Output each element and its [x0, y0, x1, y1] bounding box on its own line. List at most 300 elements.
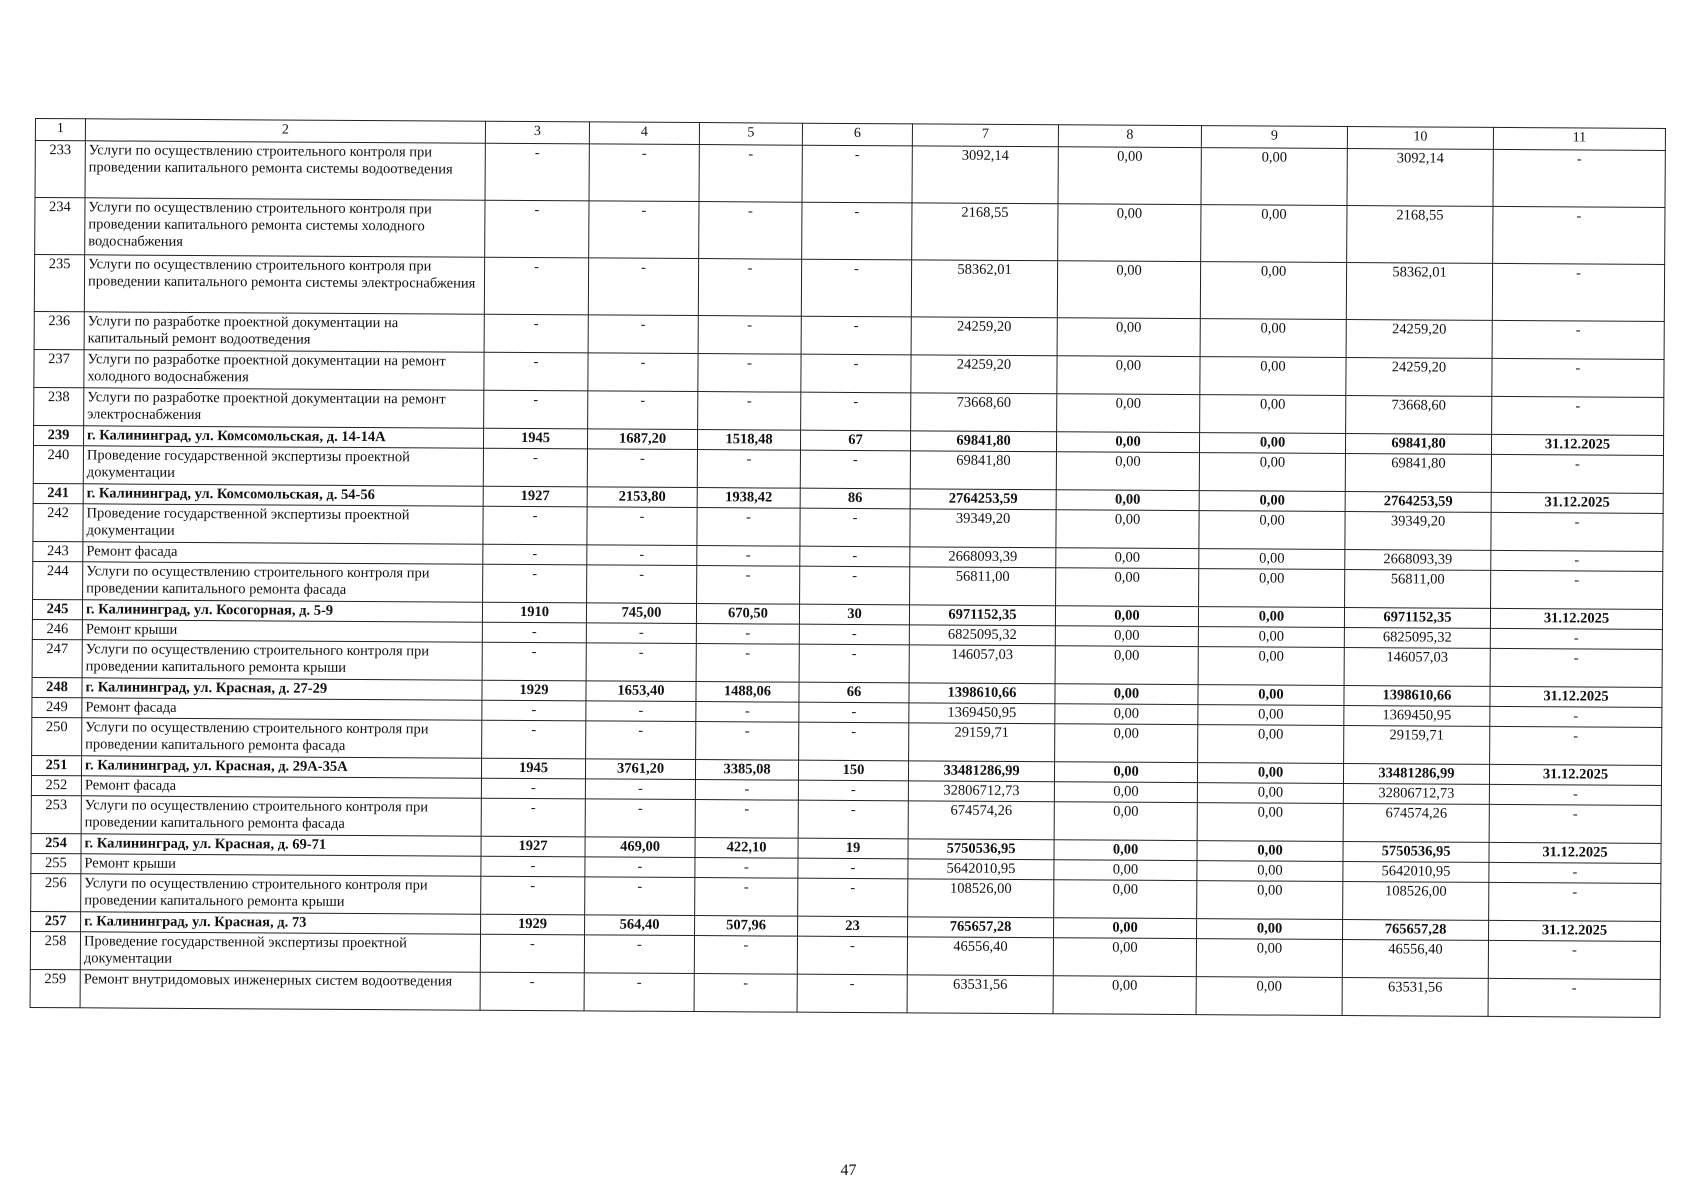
- cell-col-10: 5750536,95: [1343, 842, 1489, 863]
- cell-col-3: -: [482, 700, 586, 721]
- cell-col-6: 19: [798, 838, 908, 859]
- cell-col-8: 0,00: [1056, 548, 1199, 569]
- cell-col-8: 0,00: [1057, 261, 1200, 319]
- cell-col-7: 39349,20: [910, 509, 1056, 548]
- cell-col-9: 0,00: [1199, 491, 1345, 512]
- cell-col-5: -: [695, 878, 798, 917]
- cell-col-4: -: [588, 258, 698, 316]
- cell-col-5: -: [696, 644, 799, 683]
- cell-col-9: 0,00: [1198, 725, 1344, 764]
- cell-col-9: 0,00: [1197, 783, 1343, 804]
- cell-col-9: 0,00: [1199, 453, 1345, 492]
- cell-col-4: 2153,80: [587, 487, 697, 508]
- cell-col-8: 0,00: [1055, 626, 1198, 647]
- cell-col-5: 422,10: [695, 838, 798, 859]
- cell-col-7: 46556,40: [907, 937, 1053, 976]
- cell-col-9: 0,00: [1197, 803, 1343, 842]
- cell-col-6: 67: [800, 430, 910, 451]
- cell-col-10: 1398610,66: [1344, 686, 1490, 707]
- cell-col-4: 1653,40: [586, 681, 696, 702]
- cell-col-9: 0,00: [1200, 319, 1346, 358]
- cell-col-10: 33481286,99: [1343, 764, 1489, 785]
- work-description-cell: Услуги по разработке проектной документации на ремонт электроснабжения: [84, 388, 484, 428]
- cell-col-11: -: [1489, 784, 1661, 805]
- cell-col-7: 1369450,95: [909, 703, 1055, 724]
- cell-col-7: 33481286,99: [908, 761, 1054, 782]
- cell-col-11: 31.12.2025: [1491, 492, 1663, 513]
- cell-col-8: 0,00: [1053, 938, 1196, 977]
- cell-col-5: -: [698, 259, 801, 317]
- document-sheet: [30, 118, 1665, 1018]
- cell-col-7: 674574,26: [908, 801, 1054, 840]
- work-description-cell: Услуги по разработке проектной документации на ремонт холодного водоснабжения: [84, 350, 484, 390]
- cell-col-4: -: [586, 643, 696, 682]
- work-description-cell: Услуги по осуществлению строительного контроля при проведении капитального ремонта системы электроснабжения: [84, 255, 484, 314]
- work-description-cell: Ремонт фасада: [82, 698, 482, 720]
- cell-col-5: 1518,48: [697, 430, 800, 451]
- cell-col-8: 0,00: [1057, 394, 1200, 433]
- cell-col-6: -: [799, 624, 909, 645]
- cell-col-7: 69841,80: [910, 431, 1056, 452]
- cell-col-6: 30: [799, 604, 909, 625]
- cell-col-7: 73668,60: [911, 393, 1057, 432]
- cell-col-4: -: [586, 721, 696, 760]
- cell-col-7: 146057,03: [909, 645, 1055, 684]
- cell-col-5: 670,50: [696, 604, 799, 625]
- cell-col-10: 73668,60: [1346, 396, 1492, 435]
- cell-col-5: -: [695, 780, 798, 801]
- cell-col-10: 58362,01: [1346, 263, 1492, 321]
- cell-col-7: 1398610,66: [909, 683, 1055, 704]
- cell-col-5: -: [696, 722, 799, 761]
- cell-col-10: 146057,03: [1344, 648, 1490, 687]
- cell-col-7: 56811,00: [910, 567, 1056, 606]
- cell-col-11: -: [1489, 862, 1661, 883]
- row-number: 234: [35, 198, 85, 255]
- cell-col-5: 1488,06: [696, 682, 799, 703]
- cell-col-8: 0,00: [1056, 432, 1199, 453]
- cell-col-8: 0,00: [1054, 860, 1197, 881]
- cell-col-8: 0,00: [1054, 918, 1197, 939]
- cell-col-7: 6971152,35: [909, 605, 1055, 626]
- cell-col-10: 24259,20: [1346, 358, 1492, 397]
- cell-col-8: 0,00: [1055, 606, 1198, 627]
- page-number: 47: [840, 1162, 857, 1179]
- cell-col-7: 69841,80: [910, 451, 1056, 490]
- cell-col-6: -: [800, 508, 910, 547]
- cell-col-4: 469,00: [585, 837, 695, 858]
- column-header: 1: [35, 119, 85, 141]
- work-description-cell: Услуги по разработке проектной документации на капитальный ремонт водоотведения: [84, 312, 484, 352]
- cell-col-10: 2168,55: [1347, 206, 1493, 264]
- table-row: [35, 198, 1665, 265]
- cell-col-11: -: [1493, 149, 1665, 207]
- cell-col-5: -: [694, 974, 797, 1013]
- row-number: 259: [30, 969, 80, 1007]
- cell-col-3: -: [480, 972, 584, 1011]
- cell-col-6: -: [799, 722, 909, 761]
- cell-col-10: 765657,28: [1343, 920, 1489, 941]
- cell-col-8: 0,00: [1055, 646, 1198, 685]
- cell-col-3: 1945: [483, 428, 587, 449]
- cell-col-4: -: [585, 877, 695, 916]
- cell-col-3: 1927: [481, 836, 585, 857]
- cell-col-11: -: [1491, 512, 1663, 551]
- cell-col-10: 108526,00: [1343, 882, 1489, 921]
- cell-col-10: 69841,80: [1345, 434, 1491, 455]
- cell-col-8: 0,00: [1056, 490, 1199, 511]
- row-number: 253: [31, 795, 81, 833]
- cell-col-9: 0,00: [1199, 569, 1345, 608]
- cell-col-7: 5750536,95: [908, 839, 1054, 860]
- work-description-cell: Проведение государственной экспертизы проектной документации: [83, 446, 483, 486]
- cell-col-6: 66: [799, 682, 909, 703]
- cell-col-9: 0,00: [1198, 685, 1344, 706]
- cell-col-6: -: [802, 202, 912, 260]
- work-description-cell: Услуги по осуществлению строительного контроля при проведении капитального ремонта фасада: [81, 796, 481, 836]
- address-cell: г. Калининград, ул. Красная, д. 29А-35А: [81, 756, 481, 778]
- cell-col-9: 0,00: [1198, 627, 1344, 648]
- cell-col-10: 63531,56: [1342, 978, 1488, 1017]
- cell-col-8: 0,00: [1058, 147, 1201, 205]
- cell-col-3: -: [480, 934, 584, 973]
- work-description-cell: Услуги по осуществлению строительного контроля при проведении капитального ремонта системы водоотведения: [85, 141, 485, 200]
- cell-col-10: 56811,00: [1345, 570, 1491, 609]
- cell-col-5: -: [697, 566, 800, 605]
- cell-col-6: -: [798, 878, 908, 917]
- cell-col-9: 0,00: [1198, 607, 1344, 628]
- cell-col-8: 0,00: [1055, 724, 1198, 763]
- cell-col-4: -: [588, 315, 698, 354]
- cell-col-3: -: [481, 876, 585, 915]
- cell-col-9: 0,00: [1198, 647, 1344, 686]
- cell-col-10: 5642010,95: [1343, 862, 1489, 883]
- cell-col-4: -: [586, 701, 696, 722]
- cell-col-4: -: [587, 545, 697, 566]
- work-description-cell: Услуги по осуществлению строительного контроля при проведении капитального ремонта фасада: [83, 562, 483, 602]
- cell-col-6: 150: [798, 760, 908, 781]
- row-number: 243: [33, 541, 83, 561]
- column-header: 10: [1347, 127, 1493, 150]
- cell-col-6: -: [801, 259, 911, 317]
- work-description-cell: Услуги по осуществлению строительного контроля при проведении капитального ремонта системы холодного водоснабжения: [85, 198, 485, 257]
- cell-col-7: 765657,28: [908, 917, 1054, 938]
- cell-col-3: -: [483, 506, 587, 545]
- cell-col-8: 0,00: [1054, 802, 1197, 841]
- cell-col-9: 0,00: [1196, 939, 1342, 978]
- cell-col-6: -: [800, 566, 910, 605]
- cell-col-6: 86: [800, 488, 910, 509]
- cell-col-7: 108526,00: [908, 879, 1054, 918]
- cell-col-4: -: [584, 973, 694, 1012]
- cell-col-5: -: [697, 546, 800, 567]
- cell-col-11: -: [1488, 978, 1660, 1017]
- cell-col-10: 2668093,39: [1345, 550, 1491, 571]
- cell-col-7: 24259,20: [911, 355, 1057, 394]
- cell-col-6: -: [801, 354, 911, 393]
- repair-program-table: [30, 118, 1666, 1018]
- cell-col-5: -: [695, 858, 798, 879]
- cell-col-3: -: [481, 856, 585, 877]
- cell-col-4: -: [587, 565, 697, 604]
- cell-col-6: 23: [798, 916, 908, 937]
- cell-col-11: -: [1491, 570, 1663, 609]
- cell-col-9: 0,00: [1200, 357, 1346, 396]
- cell-col-6: -: [801, 392, 911, 431]
- cell-col-9: 0,00: [1199, 433, 1345, 454]
- cell-col-4: 3761,20: [585, 759, 695, 780]
- column-header: 6: [802, 123, 912, 146]
- cell-col-11: 31.12.2025: [1490, 686, 1662, 707]
- cell-col-9: 0,00: [1200, 395, 1346, 434]
- cell-col-11: 31.12.2025: [1489, 920, 1661, 941]
- cell-col-3: 1929: [482, 680, 586, 701]
- row-number: 249: [32, 697, 82, 717]
- cell-col-4: 745,00: [586, 603, 696, 624]
- cell-col-7: 29159,71: [909, 723, 1055, 762]
- cell-col-10: 6825095,32: [1344, 628, 1490, 649]
- cell-col-11: 31.12.2025: [1489, 842, 1661, 863]
- cell-col-4: -: [587, 449, 697, 488]
- cell-col-5: 1938,42: [697, 488, 800, 509]
- cell-col-3: -: [483, 564, 587, 603]
- cell-col-8: 0,00: [1057, 356, 1200, 395]
- cell-col-7: 63531,56: [907, 975, 1053, 1014]
- cell-col-8: 0,00: [1053, 976, 1196, 1015]
- row-number: 244: [33, 561, 83, 599]
- cell-col-8: 0,00: [1055, 684, 1198, 705]
- cell-col-11: -: [1491, 550, 1663, 571]
- work-description-cell: Проведение государственной экспертизы проектной документации: [80, 932, 480, 972]
- address-cell: г. Калининград, ул. Комсомольская, д. 14-14А: [83, 426, 483, 448]
- cell-col-7: 58362,01: [911, 260, 1057, 318]
- cell-col-3: -: [484, 390, 588, 429]
- cell-col-6: -: [800, 546, 910, 567]
- cell-col-4: -: [585, 779, 695, 800]
- cell-col-7: 24259,20: [911, 317, 1057, 356]
- cell-col-6: -: [798, 780, 908, 801]
- cell-col-10: 29159,71: [1344, 726, 1490, 765]
- row-number: 248: [32, 677, 82, 697]
- cell-col-11: -: [1488, 940, 1660, 979]
- cell-col-6: -: [798, 800, 908, 839]
- cell-col-9: 0,00: [1197, 919, 1343, 940]
- column-header: 3: [485, 121, 589, 144]
- cell-col-11: -: [1491, 454, 1663, 493]
- cell-col-6: -: [799, 702, 909, 723]
- cell-col-9: 0,00: [1199, 549, 1345, 570]
- cell-col-8: 0,00: [1054, 762, 1197, 783]
- cell-col-11: -: [1492, 396, 1664, 435]
- cell-col-5: -: [698, 354, 801, 393]
- row-number: 257: [31, 911, 81, 931]
- row-number: 251: [31, 755, 81, 775]
- cell-col-8: 0,00: [1056, 568, 1199, 607]
- cell-col-11: -: [1490, 726, 1662, 765]
- work-description-cell: Ремонт фасада: [83, 542, 483, 564]
- work-description-cell: Ремонт крыши: [82, 620, 482, 642]
- column-header: 9: [1201, 126, 1347, 149]
- cell-col-9: 0,00: [1196, 977, 1342, 1016]
- address-cell: г. Калининград, ул. Красная, д. 69-71: [81, 834, 481, 856]
- cell-col-9: 0,00: [1197, 841, 1343, 862]
- cell-col-5: -: [696, 702, 799, 723]
- cell-col-7: 3092,14: [912, 146, 1058, 204]
- cell-col-4: -: [586, 623, 696, 644]
- cell-col-6: -: [801, 316, 911, 355]
- cell-col-6: -: [797, 974, 907, 1013]
- cell-col-3: -: [484, 352, 588, 391]
- cell-col-10: 6971152,35: [1344, 608, 1490, 629]
- cell-col-11: -: [1492, 263, 1664, 321]
- cell-col-3: 1929: [481, 914, 585, 935]
- cell-col-5: -: [699, 145, 802, 203]
- cell-col-4: -: [589, 144, 699, 202]
- address-cell: г. Калининград, ул. Красная, д. 27-29: [82, 678, 482, 700]
- cell-col-11: 31.12.2025: [1489, 764, 1661, 785]
- cell-col-10: 69841,80: [1345, 454, 1491, 493]
- cell-col-11: -: [1493, 206, 1665, 264]
- cell-col-3: -: [482, 642, 586, 681]
- cell-col-8: 0,00: [1054, 840, 1197, 861]
- cell-col-3: -: [484, 314, 588, 353]
- cell-col-7: 2668093,39: [910, 547, 1056, 568]
- work-description-cell: Ремонт фасада: [81, 776, 481, 798]
- column-header: 11: [1493, 127, 1665, 150]
- column-header: 4: [589, 122, 699, 145]
- row-number: 236: [34, 311, 84, 349]
- cell-col-5: -: [699, 202, 802, 260]
- cell-col-4: -: [589, 201, 699, 259]
- cell-col-4: -: [588, 391, 698, 430]
- cell-col-10: 32806712,73: [1343, 784, 1489, 805]
- cell-col-9: 0,00: [1197, 881, 1343, 920]
- cell-col-5: -: [696, 624, 799, 645]
- row-number: 240: [33, 445, 83, 483]
- work-description-cell: Услуги по осуществлению строительного контроля при проведении капитального ремонта фасада: [82, 718, 482, 758]
- work-description-cell: Услуги по осуществлению строительного контроля при проведении капитального ремонта крыши: [81, 874, 481, 914]
- cell-col-11: -: [1489, 804, 1661, 843]
- row-number: 241: [33, 483, 83, 503]
- cell-col-10: 39349,20: [1345, 512, 1491, 551]
- work-description-cell: Ремонт внутридомовых инженерных систем водоотведения: [80, 970, 480, 1010]
- cell-col-11: -: [1490, 628, 1662, 649]
- row-number: 256: [31, 873, 81, 911]
- cell-col-4: 1687,20: [587, 429, 697, 450]
- cell-col-9: 0,00: [1197, 763, 1343, 784]
- cell-col-3: -: [483, 448, 587, 487]
- cell-col-3: -: [485, 143, 589, 201]
- cell-col-5: -: [694, 936, 797, 975]
- row-number: 247: [32, 639, 82, 677]
- cell-col-7: 5642010,95: [908, 859, 1054, 880]
- cell-col-6: -: [799, 644, 909, 683]
- row-number: 254: [31, 833, 81, 853]
- row-number: 246: [32, 619, 82, 639]
- cell-col-10: 1369450,95: [1344, 706, 1490, 727]
- cell-col-4: -: [585, 857, 695, 878]
- cell-col-7: 32806712,73: [908, 781, 1054, 802]
- column-header: 5: [699, 123, 802, 146]
- cell-col-10: 674574,26: [1343, 804, 1489, 843]
- cell-col-5: -: [698, 316, 801, 355]
- row-number: 235: [34, 255, 84, 312]
- row-number: 237: [34, 349, 84, 387]
- cell-col-4: -: [585, 799, 695, 838]
- work-description-cell: Ремонт крыши: [81, 854, 481, 876]
- cell-col-4: -: [584, 935, 694, 974]
- cell-col-3: -: [485, 200, 589, 258]
- cell-col-9: 0,00: [1198, 705, 1344, 726]
- cell-col-11: -: [1489, 882, 1661, 921]
- row-number: 239: [33, 425, 83, 445]
- cell-col-3: 1927: [483, 486, 587, 507]
- cell-col-11: -: [1490, 706, 1662, 727]
- cell-col-9: 0,00: [1200, 262, 1346, 320]
- column-header: 2: [85, 119, 485, 143]
- column-header: 8: [1058, 125, 1201, 148]
- cell-col-4: -: [588, 353, 698, 392]
- cell-col-6: -: [802, 145, 912, 203]
- cell-col-10: 3092,14: [1347, 149, 1493, 207]
- cell-col-4: 564,40: [585, 915, 695, 936]
- cell-col-8: 0,00: [1054, 880, 1197, 919]
- cell-col-5: -: [697, 450, 800, 489]
- cell-col-9: 0,00: [1201, 148, 1347, 206]
- row-number: 242: [33, 503, 83, 541]
- row-number: 238: [34, 387, 84, 425]
- work-description-cell: Услуги по осуществлению строительного контроля при проведении капитального ремонта крыши: [82, 640, 482, 680]
- cell-col-11: -: [1492, 358, 1664, 397]
- cell-col-9: 0,00: [1199, 511, 1345, 550]
- row-number: 258: [30, 931, 80, 969]
- cell-col-5: -: [698, 392, 801, 431]
- cell-col-10: 46556,40: [1342, 940, 1488, 979]
- table-row: [35, 141, 1665, 208]
- cell-col-8: 0,00: [1056, 452, 1199, 491]
- row-number: 250: [32, 717, 82, 755]
- cell-col-7: 6825095,32: [909, 625, 1055, 646]
- cell-col-5: -: [697, 508, 800, 547]
- cell-col-10: 2764253,59: [1345, 492, 1491, 513]
- row-number: 233: [35, 141, 85, 198]
- cell-col-3: -: [481, 778, 585, 799]
- cell-col-11: -: [1492, 320, 1664, 359]
- cell-col-8: 0,00: [1054, 782, 1197, 803]
- cell-col-8: 0,00: [1057, 318, 1200, 357]
- row-number: 255: [31, 853, 81, 873]
- cell-col-7: 2764253,59: [910, 489, 1056, 510]
- row-number: 245: [32, 599, 82, 619]
- column-header: 7: [912, 124, 1058, 147]
- cell-col-3: -: [483, 544, 587, 565]
- table-body: [30, 141, 1665, 1018]
- cell-col-11: -: [1490, 648, 1662, 687]
- cell-col-6: -: [797, 936, 907, 975]
- cell-col-5: 507,96: [695, 916, 798, 937]
- cell-col-3: 1910: [482, 602, 586, 623]
- cell-col-5: 3385,08: [695, 760, 798, 781]
- work-description-cell: Проведение государственной экспертизы проектной документации: [83, 504, 483, 544]
- cell-col-8: 0,00: [1055, 704, 1198, 725]
- cell-col-7: 2168,55: [912, 203, 1058, 261]
- cell-col-8: 0,00: [1056, 510, 1199, 549]
- cell-col-6: -: [798, 858, 908, 879]
- cell-col-3: -: [482, 622, 586, 643]
- cell-col-9: 0,00: [1201, 205, 1347, 263]
- cell-col-11: 31.12.2025: [1491, 434, 1663, 455]
- cell-col-4: -: [587, 507, 697, 546]
